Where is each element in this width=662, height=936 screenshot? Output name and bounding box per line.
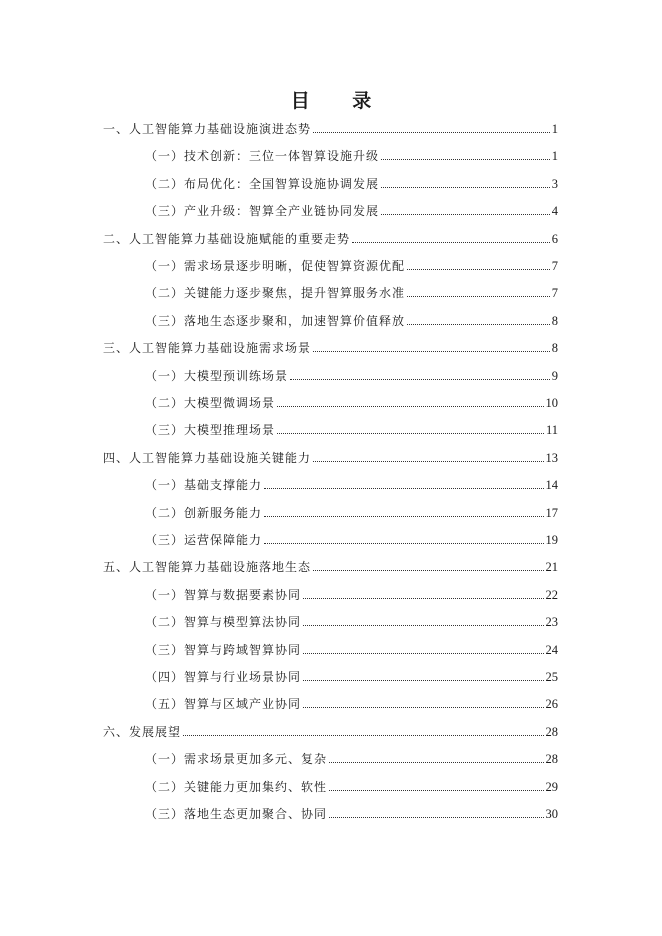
toc-page-number: 10: [545, 396, 558, 410]
toc-page-number: 29: [545, 779, 558, 794]
toc-page-number: 21: [545, 560, 558, 575]
toc-page-number: 30: [545, 807, 558, 821]
dot-leader: [329, 789, 543, 791]
dot-leader: [381, 213, 550, 215]
toc-entry-label: 三、人工智能算力基础设施需求场景: [103, 341, 312, 356]
toc-title: 目 录: [290, 90, 390, 112]
toc-entry-label: （二）创新服务能力: [145, 505, 263, 520]
toc-section-entry[interactable]: [145, 364, 558, 384]
toc-entry-label: （一）基础支撑能力: [145, 478, 263, 493]
toc-section-entry[interactable]: [145, 802, 558, 822]
dot-leader: [264, 487, 543, 489]
toc-chapter-entry[interactable]: [103, 720, 558, 740]
toc-page-number: 8: [551, 341, 558, 356]
toc-section-entry[interactable]: [145, 309, 558, 329]
toc-entry-label: （二）关键能力逐步聚焦，提升智算服务水准: [145, 286, 406, 301]
toc-section-entry[interactable]: [145, 528, 558, 548]
toc-page-number: 7: [551, 259, 558, 273]
toc-chapter-entry[interactable]: [103, 446, 558, 466]
dot-leader: [352, 241, 550, 243]
toc-entry-label: （三）智算与跨域智算协同: [145, 642, 302, 657]
toc-page-number: 6: [551, 231, 558, 246]
dot-leader: [381, 158, 550, 160]
toc-section-entry[interactable]: [145, 610, 558, 630]
dot-leader: [407, 323, 550, 325]
toc-chapter-entry[interactable]: [103, 336, 558, 356]
dot-leader: [381, 186, 550, 188]
toc-page-number: 23: [545, 615, 558, 630]
toc-section-entry[interactable]: [145, 501, 558, 521]
dot-leader: [313, 350, 550, 352]
toc-section-entry[interactable]: [145, 172, 558, 192]
dot-leader: [303, 679, 543, 681]
toc-entry-label: 一、人工智能算力基础设施演进态势: [103, 122, 312, 136]
toc-section-entry[interactable]: [145, 418, 558, 438]
toc-entry-label: （三）大模型推理场景: [145, 423, 276, 438]
toc-entry-label: （二）布局优化：全国智算设施协调发展: [145, 176, 380, 191]
dot-leader: [313, 569, 543, 571]
toc-section-entry[interactable]: [145, 638, 558, 658]
toc-chapter-entry[interactable]: [103, 117, 558, 137]
dot-leader: [277, 405, 543, 407]
toc-section-entry[interactable]: [145, 473, 558, 493]
toc-page-number: 25: [545, 670, 558, 684]
toc-page-number: 13: [545, 450, 558, 465]
toc-page-number: 24: [545, 642, 558, 657]
toc-page-number: 1: [551, 149, 558, 164]
toc-page-number: 3: [551, 176, 558, 191]
dot-leader: [407, 268, 550, 270]
toc-entry-label: （一）技术创新：三位一体智算设施升级: [145, 149, 380, 164]
toc-section-entry[interactable]: [145, 144, 558, 164]
toc-entry-label: 四、人工智能算力基础设施关键能力: [103, 450, 312, 465]
toc-entry-label: 五、人工智能算力基础设施落地生态: [103, 560, 312, 575]
dot-leader: [329, 761, 543, 763]
toc-page-number: 28: [545, 752, 558, 767]
toc-section-entry[interactable]: [145, 583, 558, 603]
dot-leader: [407, 295, 550, 297]
toc-page-number: 8: [551, 313, 558, 328]
toc-entry-label: （三）运营保障能力: [145, 533, 263, 547]
toc-page-number: 22: [545, 587, 558, 602]
toc-entry-label: 六、发展展望: [103, 724, 182, 739]
toc-entry-label: （二）关键能力更加集约、软性: [145, 779, 328, 794]
toc-entry-label: （三）产业升级：智算全产业链协同发展: [145, 204, 380, 219]
toc-page-number: 4: [551, 204, 558, 219]
dot-leader: [303, 706, 543, 708]
dot-leader: [183, 734, 543, 736]
toc-page-number: 1: [551, 122, 558, 136]
toc-entry-label: （二）智算与模型算法协同: [145, 615, 302, 630]
toc-page-number: 17: [545, 505, 558, 520]
toc-entry-label: （三）落地生态更加聚合、协同: [145, 807, 328, 821]
toc-entry-label: （一）需求场景更加多元、复杂: [145, 752, 328, 767]
dot-leader: [303, 597, 543, 599]
toc-section-entry[interactable]: [145, 747, 558, 767]
dot-leader: [277, 432, 544, 434]
toc-chapter-entry[interactable]: [103, 227, 558, 247]
dot-leader: [303, 624, 543, 626]
toc-entry-label: 二、人工智能算力基础设施赋能的重要走势: [103, 231, 351, 246]
toc-section-entry[interactable]: [145, 281, 558, 301]
toc-page-number: 7: [551, 286, 558, 301]
toc-page-number: 9: [551, 368, 558, 383]
toc-section-entry[interactable]: [145, 692, 558, 712]
toc-section-entry[interactable]: [145, 254, 558, 274]
toc-entry-label: （四）智算与行业场景协同: [145, 670, 302, 684]
toc-page-number: 14: [545, 478, 558, 493]
toc-section-entry[interactable]: [145, 391, 558, 411]
dot-leader: [290, 378, 550, 380]
toc-section-entry[interactable]: [145, 199, 558, 219]
dot-leader: [264, 542, 543, 544]
dot-leader: [313, 460, 543, 462]
toc-section-entry[interactable]: [145, 775, 558, 795]
toc-entry-label: （三）落地生态逐步聚和，加速智算价值释放: [145, 313, 406, 328]
toc-entry-label: （一）需求场景逐步明晰，促使智算资源优配: [145, 259, 406, 273]
dot-leader: [329, 816, 543, 818]
toc-entry-label: （五）智算与区域产业协同: [145, 697, 302, 712]
toc-entry-label: （一）智算与数据要素协同: [145, 587, 302, 602]
toc-page-number: 11: [545, 423, 558, 438]
toc-section-entry[interactable]: [145, 665, 558, 685]
toc-page-number: 28: [545, 724, 558, 739]
toc-page-number: 26: [545, 697, 558, 712]
dot-leader: [264, 515, 543, 517]
toc-entry-label: （二）大模型微调场景: [145, 396, 276, 410]
toc-entry-label: （一）大模型预训练场景: [145, 368, 289, 383]
dot-leader: [303, 652, 543, 654]
toc-page-number: 19: [545, 533, 558, 547]
dot-leader: [313, 131, 550, 133]
toc-chapter-entry[interactable]: [103, 555, 558, 575]
